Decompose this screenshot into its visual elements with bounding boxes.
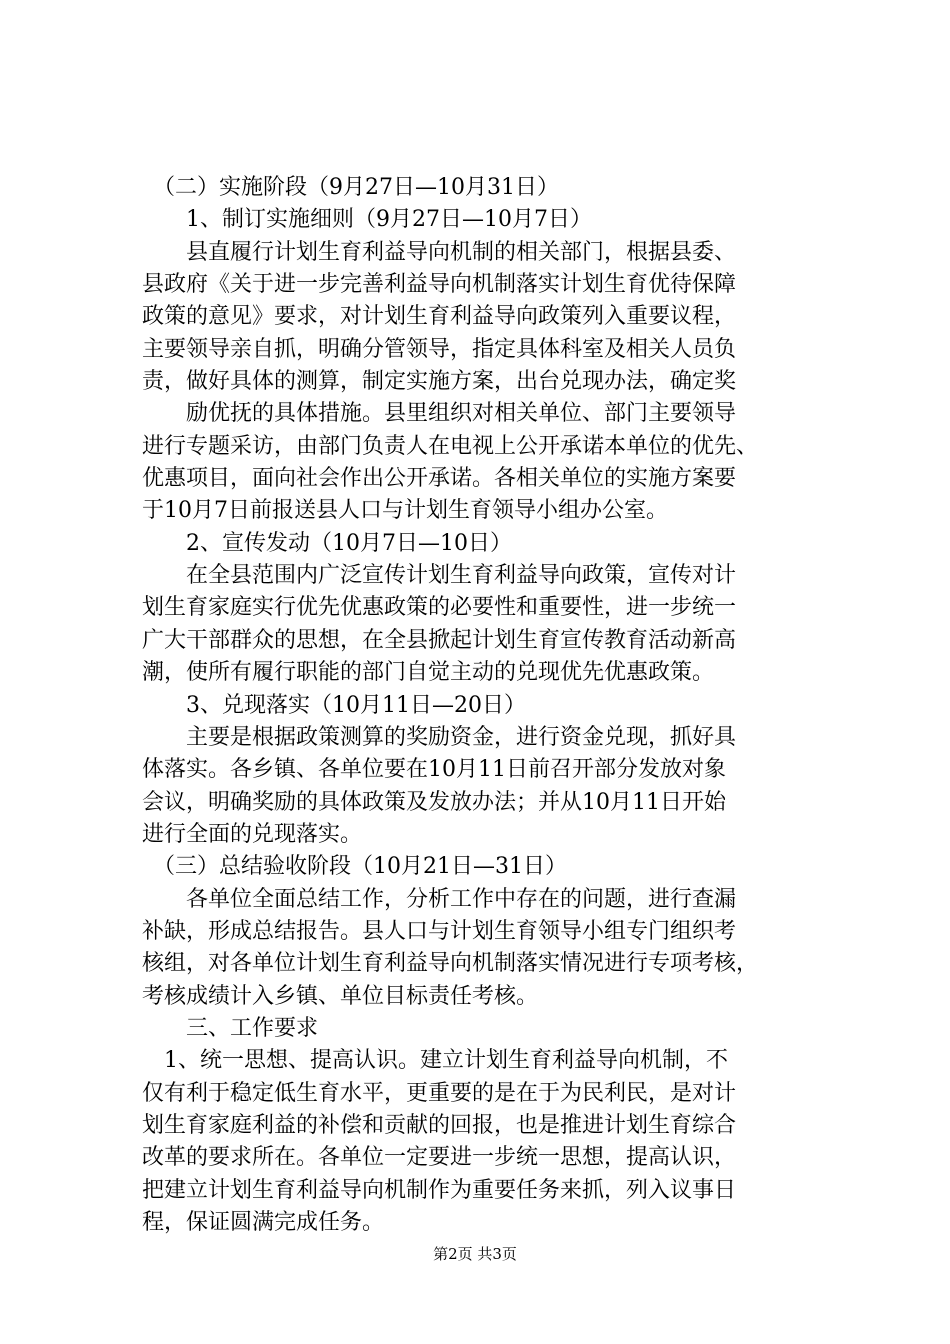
text-line: 政策的意见》要求，对计划生育利益导向政策列入重要议程， — [142, 304, 737, 330]
text-line: （二）实施阶段（9月27日—10月31日） — [142, 175, 559, 200]
text-line: 于10月7日前报送县人口与计划生育领导小组办公室。 — [142, 498, 668, 524]
text-line: 县政府《关于进一步完善利益导向机制落实计划生育优待保障 — [142, 272, 737, 298]
text-line: 三、工作要求 — [142, 1015, 319, 1041]
text-line: 潮，使所有履行职能的部门自觉主动的兑现优先优惠政策。 — [142, 660, 715, 686]
text-line: 1、统一思想、提高认识。建立计划生育利益导向机制，不 — [142, 1048, 728, 1074]
text-line: 进行专题采访，由部门负责人在电视上公开承诺本单位的优先、 — [142, 433, 759, 459]
text-line: 划生育家庭实行优先优惠政策的必要性和重要性，进一步统一 — [142, 595, 737, 621]
text-line: 会议，明确奖励的具体政策及发放办法；并从10月11日开始 — [142, 789, 726, 815]
text-line: 各单位全面总结工作，分析工作中存在的问题，进行查漏 — [142, 886, 737, 912]
text-line: 改革的要求所在。各单位一定要进一步统一思想，提高认识， — [142, 1145, 737, 1171]
text-line: 程，保证圆满完成任务。 — [142, 1210, 385, 1235]
text-line: 励优抚的具体措施。县里组织对相关单位、部门主要领导 — [142, 401, 737, 427]
text-line: 把建立计划生育利益导向机制作为重要任务来抓，列入议事日 — [142, 1177, 737, 1203]
text-line: 主要是根据政策测算的奖励资金，进行资金兑现，抓好具 — [142, 724, 737, 750]
text-line: 在全县范围内广泛宣传计划生育利益导向政策，宣传对计 — [142, 563, 737, 589]
text-line: （三）总结验收阶段（10月21日—31日） — [142, 854, 567, 880]
text-line: 1、制订实施细则（9月27日—10月7日） — [142, 207, 592, 233]
text-line: 核组，对各单位计划生育利益导向机制落实情况进行专项考核， — [142, 951, 759, 977]
text-line: 划生育家庭利益的补偿和贡献的回报，也是推进计划生育综合 — [142, 1112, 737, 1138]
text-line: 广大干部群众的思想，在全县掀起计划生育宣传教育活动新高 — [142, 627, 737, 653]
page-footer: 第2页 共3页 — [433, 1245, 517, 1263]
text-line: 体落实。各乡镇、各单位要在10月11日前召开部分发放对象 — [142, 757, 726, 783]
text-line: 3、兑现落实（10月11日—20日） — [142, 692, 526, 718]
text-line: 责，做好具体的测算，制定实施方案，出台兑现办法，确定奖 — [142, 369, 737, 395]
text-line: 考核成绩计入乡镇、单位目标责任考核。 — [142, 983, 539, 1009]
text-line: 补缺，形成总结报告。县人口与计划生育领导小组专门组织考 — [142, 918, 737, 944]
text-line: 进行全面的兑现落实。 — [142, 821, 363, 847]
text-line: 县直履行计划生育利益导向机制的相关部门，根据县委、 — [142, 239, 737, 265]
text-line: 仅有利于稳定低生育水平，更重要的是在于为民利民，是对计 — [142, 1080, 737, 1106]
text-line: 优惠项目，面向社会作出公开承诺。各相关单位的实施方案要 — [142, 466, 737, 492]
text-line: 2、宣传发动（10月7日—10日） — [142, 530, 512, 556]
text-line: 主要领导亲自抓，明确分管领导，指定具体科室及相关人员负 — [142, 336, 737, 362]
document-body — [142, 172, 832, 1239]
